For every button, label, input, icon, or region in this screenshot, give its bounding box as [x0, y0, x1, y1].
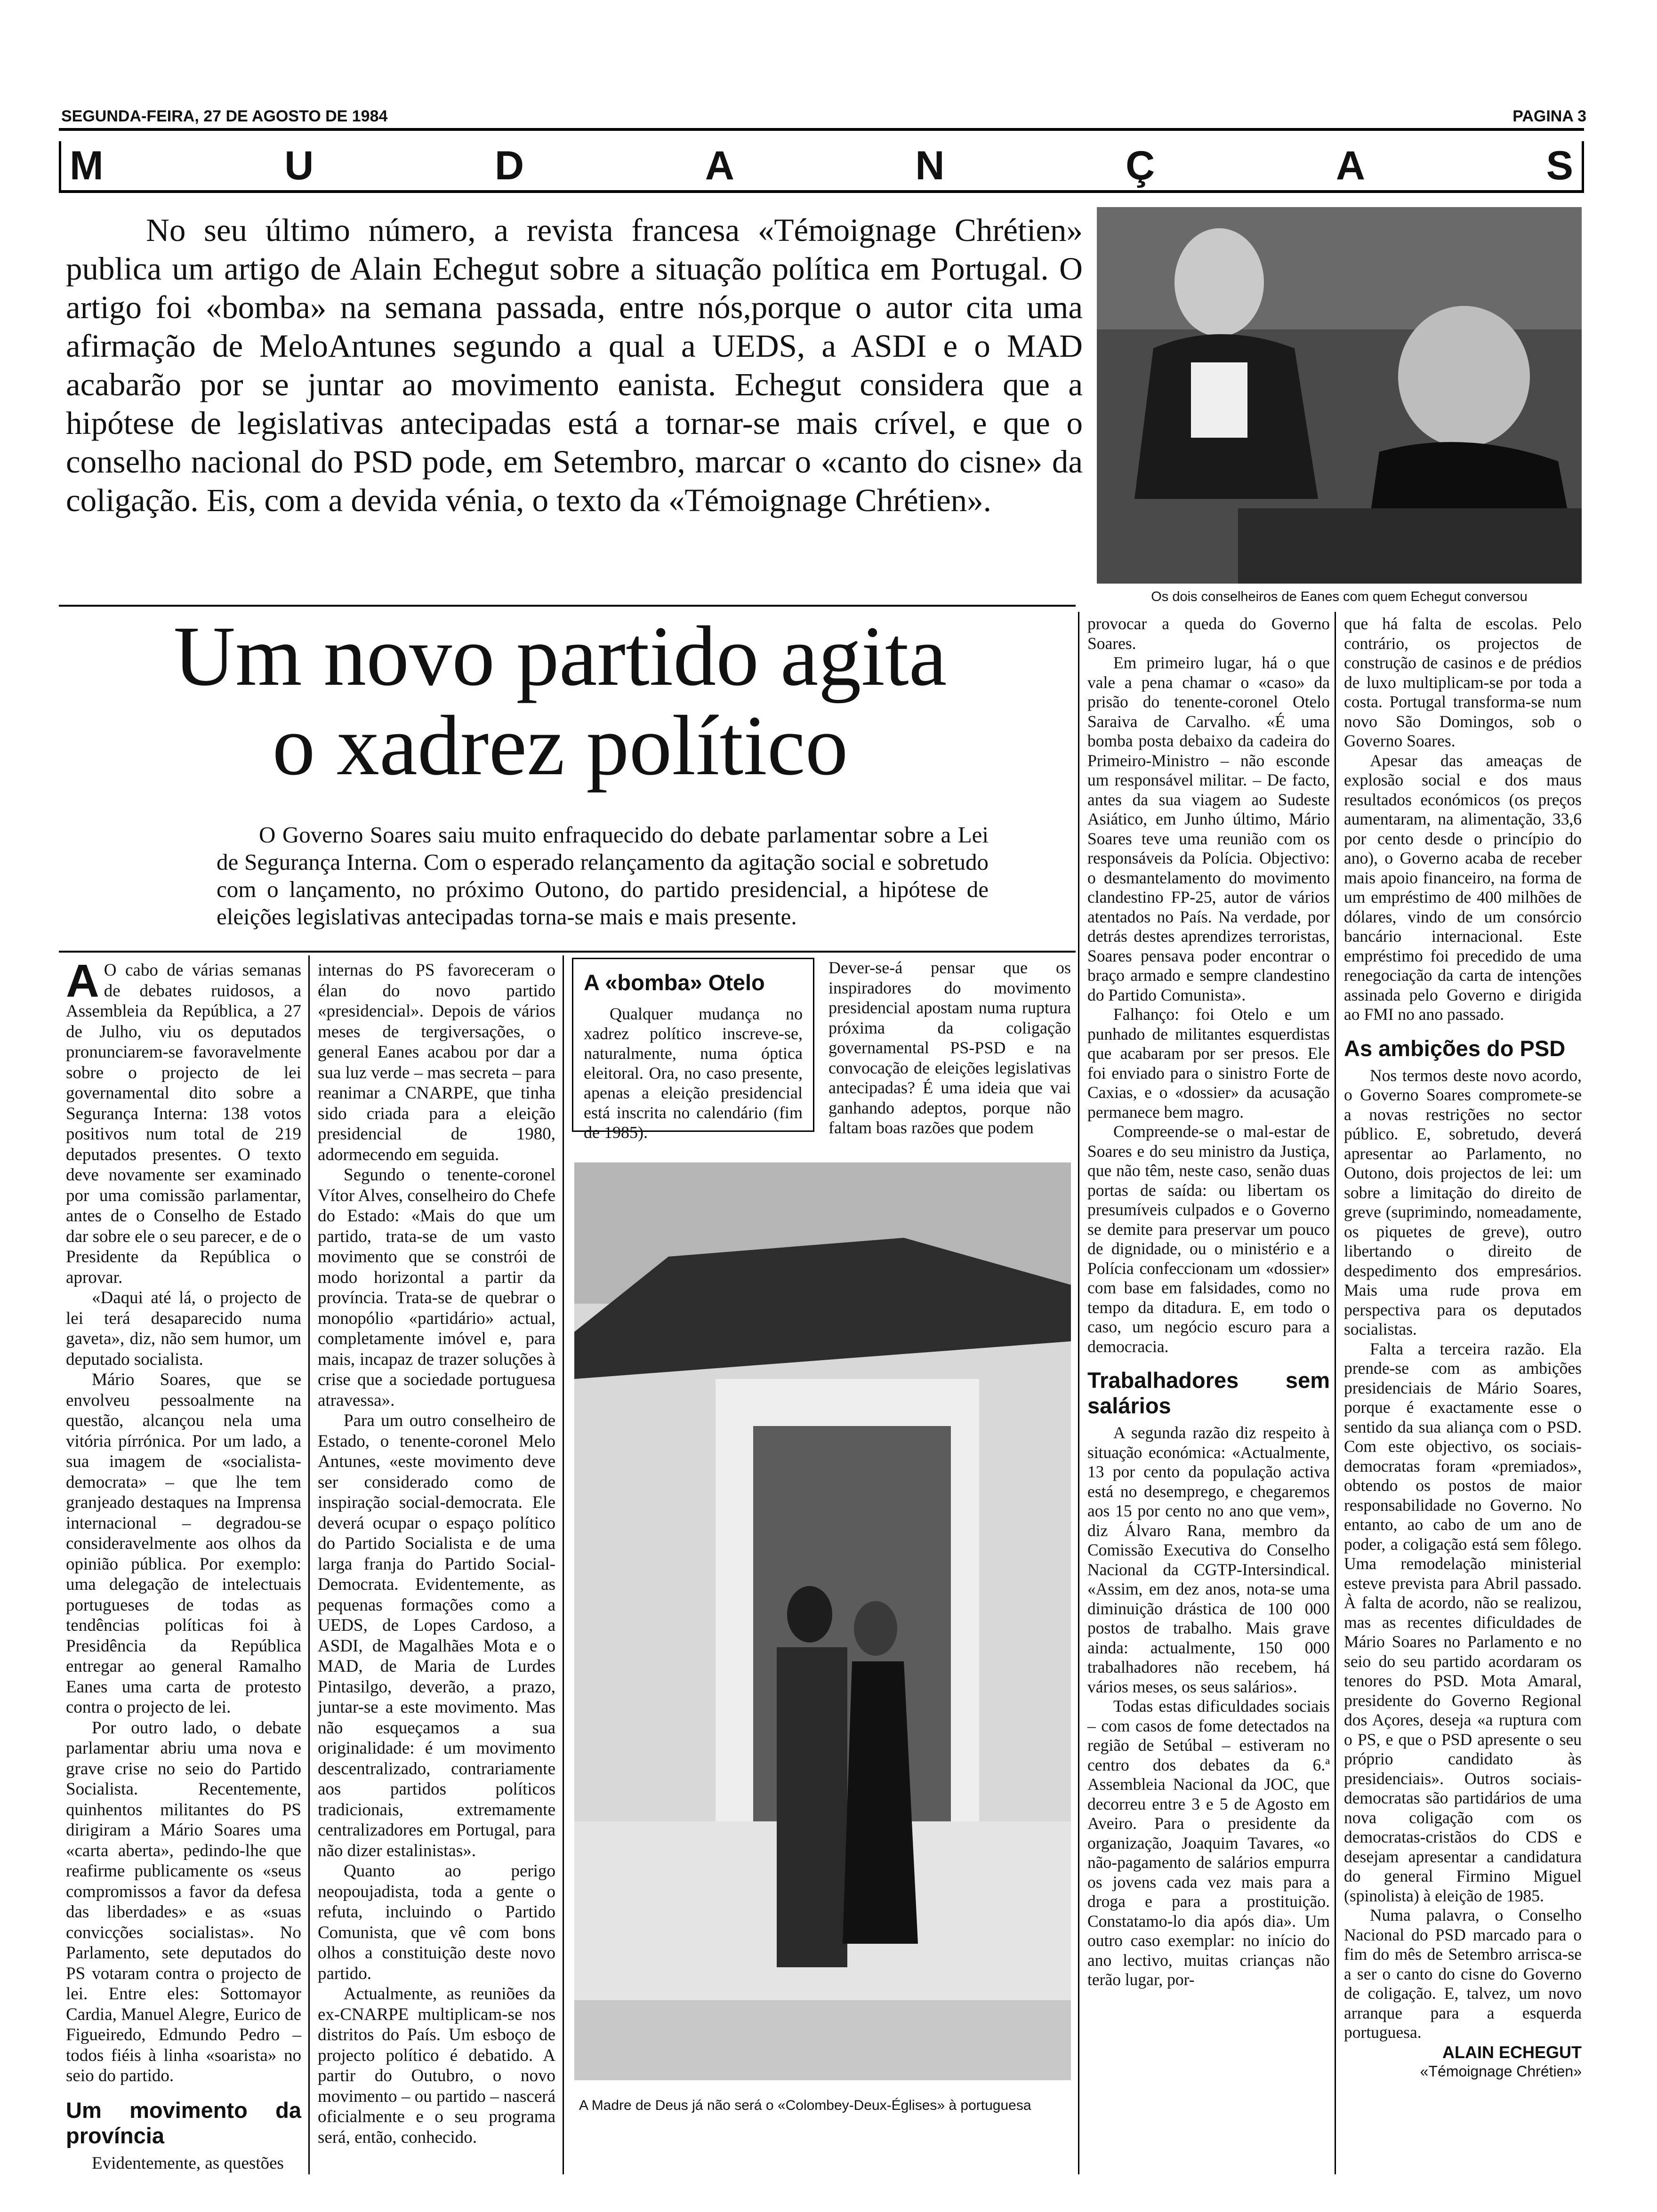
source-credit: «Témoignage Chrétien»	[1420, 2063, 1582, 2080]
paragraph: Actualmente, as reuniões da ex-CNARPE multiplicam-se nos distritos do País. Um esboço de projecto político é debatido. A partir do Outubro, o novo movimento – ou partido – nascerá oficialmente e o seu programa será, então, conhecido.	[318, 1984, 555, 2147]
banner-letter: Ç	[1126, 143, 1155, 188]
section-banner	[59, 141, 1584, 193]
paragraph: Nos termos deste novo acordo, o Governo Soares compromete-se a novas restrições no sector público. E, sobretudo, deverá apresentar ao Parlamento, no Outono, dois projectos de lei: um sobre a limitação do direito de greve (suprimindo, nomeadamente, os piquetes de greve), outro libertando o direito de despedimento dos empresários. Mais uma rude prova em perspectiva para os deputados socialistas.	[1344, 1066, 1582, 1338]
paragraph: Segundo o tenente-coronel Vítor Alves, conselheiro do Chefe do Estado: «Mais do que um partido, trata-se de um vasto movimento que se constrói de modo horizontal a partir da província. Trata-se de quebrar o monopólio «partidário» actual, completamente imóvel e, para mais, incapaz de trazer soluções à crise que a sociedade portuguesa atravessa».	[318, 1165, 555, 1410]
paragraph: Compreende-se o mal-estar de Soares e do seu ministro da Justiça, que não têm, neste caso, senão duas portas de saída: ou libertam os presumíveis culpados e o Governo se demite para preservar um pouco de dignidade, ou o ministério e a Polícia confeccionam um «dossier» com base em falsidades, como no tempo da ditadura. E, em todo o caso, um negócio escuro para a democracia.	[1087, 1122, 1330, 1356]
paragraph: internas do PS favoreceram o élan do novo partido «presidencial». Depois de vários meses de tergiversações, o general Eanes acabou por dar a sua luz verde – mas secreta – para reanimar a CNARPE, que tinha sido criada para a eleição presidencial de 1980, adormecendo em seguida.	[318, 961, 555, 1164]
paragraph: Por outro lado, o debate parlamentar abriu uma nova e grave crise no seio do Partido Socialista. Recentemente, quinhentos militantes do PS dirigiram a Mário Soares uma «carta aberta», pedindo-lhe que reafirme publicamente os «seus compromissos a favor da defesa das liberdades» e as «suas convicções socialistas». No Parlamento, sete deputados do PS votaram contra o projecto de lei. Entre eles: Sottomayor Cardia, Manuel Alegre, Eurico de Figueiredo, Edmundo Pedro – todos fiéis à linha «soarista» no seio do partido.	[66, 1718, 301, 2085]
dateline: SEGUNDA-FEIRA, 27 DE AGOSTO DE 1984	[61, 107, 388, 125]
banner-letter: D	[494, 143, 524, 188]
paragraph: Quanto ao perigo neopoujadista, toda a gente o refuta, incluindo o Partido Comunista, que vê com bons olhos a constituição deste novo partido.	[318, 1861, 555, 1983]
headline	[66, 609, 1054, 793]
drop-cap: A	[66, 955, 99, 1007]
couple-photo	[574, 1162, 1071, 2080]
column-2	[318, 960, 555, 2148]
column-1	[66, 955, 301, 2173]
column-5	[1344, 614, 1582, 2082]
headline-line: Um novo partido agita	[173, 609, 947, 704]
paragraph: Qualquer mudança no xadrez político inscreve-se, naturalmente, numa óptica eleitoral. Ora, no caso presente, apenas a eleição presidencial está inscrita no calendário (fim de 1985).	[584, 1004, 803, 1142]
banner-letter: A	[705, 143, 734, 188]
paragraph: Numa palavra, o Conselho Nacional do PSD marcado para o fim do mês de Setembro arrisca-se a ser o canto do cisne do Governo de coligação. E, talvez, um novo arranque para a esquerda portuguesa.	[1344, 1906, 1582, 2042]
paragraph: «Daqui até lá, o projecto de lei terá desaparecido numa gaveta», diz, não sem humor, um deputado socialista.	[66, 1288, 301, 1369]
subheading: Trabalhadores sem salários	[1087, 1368, 1330, 1418]
paragraph: Falhanço: foi Otelo e um punhado de militantes esquerdistas que acabaram por ser presos. Ele foi enviado para o sinistro Forte de Caxias, e o «dossier» da acusação permanece bem magro.	[1087, 1005, 1330, 1122]
top-photo-caption: Os dois conselheiros de Eanes com quem Echegut conversou	[1151, 589, 1528, 604]
headline-line: o xadrez político	[272, 698, 848, 793]
deck: O Governo Soares saiu muito enfraquecido do debate parlamentar sobre a Lei de Segurança Interna. Com o esperado relançamento da agitação social e sobretudo com o lançamento, no próximo Outono, do partido presidencial, a hipótese de eleições legislativas antecipadas torna-se mais e mais presente.	[217, 822, 989, 930]
banner-letter: S	[1546, 143, 1573, 188]
paragraph: Mário Soares, que se envolveu pessoalmente na questão, alcançou nela uma vitória pírrónica. Por um lado, a sua imagem de «socialista-democrata» – que lhe tem granjeado destaques na Imprensa internacional – degradou-se consideravelmente aos olhos da opinião pública. Por exemplo: uma delegação de intelectuais portugueses de todas as tendências políticas foi à Presidência da República entregar ao general Ramalho Eanes uma carta de protesto contra o projecto de lei.	[66, 1370, 301, 1717]
paragraph: A segunda razão diz respeito à situação económica: «Actualmente, 13 por cento da população activa está no desemprego, e chegaremos aos 15 por cento no ano que vem», diz Álvaro Rana, membro da Comissão Executiva do Conselho Nacional da CGTP-Intersindical. «Assim, em dez anos, nota-se uma diminuição drástica de 100 000 postos de trabalho. Mais grave ainda: actualmente, 150 000 trabalhadores não recebem, há vários meses, os seus salários».	[1087, 1423, 1330, 1696]
column-rule	[563, 955, 564, 2174]
lead-paragraph: No seu último número, a revista francesa «Témoignage Chrétien» publica um artigo de Alain Echegut sobre a situação política em Portugal. O artigo foi «bomba» na semana passada, entre nós,porque o autor cita uma afirmação de MeloAntunes segundo a qual a UEDS, a ASDI e o MAD acabarão por se juntar ao movimento eanista. Echegut considera que a hipótese de legislativas antecipadas está a tornar-se mais crível, e que o conselho nacional do PSD pode, em Setembro, marcar o «canto do cisne» da coligação. Eis, com a devida vénia, o texto da «Témoignage Chrétien».	[66, 212, 1083, 518]
headline-rule	[59, 605, 1076, 607]
column-4	[1087, 614, 1330, 1990]
author-signature: ALAIN ECHEGUT	[1442, 2042, 1582, 2062]
paragraph: Apesar das ameaças de explosão social e dos maus resultados económicos (os preços aumentaram, na alimentação, 33,6 por cento desde o princípio do ano), o Governo acaba de receber mais apoio financeiro, na forma de um empréstimo de 400 milhões de dólares, vindo de um consórcio bancário internacional. Este empréstimo foi precedido de uma renegociação da carta de intenções assinada pelo Governo e dirigida ao FMI no ano passado.	[1344, 751, 1582, 1024]
paragraph: Evidentemente, as questões	[92, 2153, 284, 2173]
paragraph: O cabo de várias semanas de debates ruidosos, a Assembleia da República, a 27 de Julho, viu os deputados pronunciarem-se favoravelmente sobre o projecto de lei governamental dito sobre a Segurança Interna: 138 votos positivos num total de 219 deputados presentes. O texto deve novamente ser examinado por uma comissão parlamentar, antes de o Conselho de Estado dar sobre ele o seu parecer, e de o Presidente da República o aprovar.	[66, 961, 301, 1287]
box-title: A «bomba» Otelo	[584, 970, 765, 995]
column-rule	[1078, 612, 1079, 2174]
column-rule	[308, 955, 310, 2174]
paragraph: Para um outro conselheiro de Estado, o tenente-coronel Melo Antunes, «este movimento deve ser considerado como de inspiração social-democrata. Ele deverá ocupar o espaço político do Partido Socialista e de uma larga franja do Partido Social-Democrata. Evidentemente, as pequenas formações como a UEDS, de Lopes Cardoso, a ASDI, de Magalhães Mota e o MAD, de Maria de Lurdes Pintasilgo, deverão, a prazo, juntar-se a este movimento. Mas não esqueçamos a sua originalidade: é um movimento descentralizado, contrariamente aos partidos políticos tradicionais, extremamente centralizadores em Portugal, para não dizer estalinistas».	[318, 1411, 555, 1860]
subheading: Um movimento da província	[66, 2097, 301, 2148]
column-rule	[1335, 612, 1336, 2174]
banner-letter: U	[284, 143, 314, 188]
banner-letter: N	[915, 143, 945, 188]
banner-letter: A	[1335, 143, 1365, 188]
paragraph: provocar a queda do Governo Soares.	[1087, 614, 1330, 653]
page-number: PAGINA 3	[1512, 107, 1586, 125]
paragraph: Em primeiro lugar, há o que vale a pena chamar o «caso» da prisão do tenente-coronel Otelo Saraiva de Carvalho. «É uma bomba posta debaixo da cadeira do Primeiro-Ministro – não esconde um responsável militar. – De facto, antes da sua viagem ao Sudeste Asiático, em Junho último, Mário Soares teve uma reunião com os responsáveis da Polícia. Objectivo: o desmantelamento do movimento clandestino FP-25, autor de vários atentados no País. Na verdade, por detrás destes aprendizes terroristas, Soares pensava poder encontrar o braço armado e sempre clandestino do Partido Comunista».	[1087, 653, 1330, 1004]
paragraph: que há falta de escolas. Pelo contrário, os projectos de construção de casinos e de prédios de luxo multiplicam-se por toda a costa. Portugal transforma-se num novo São Domingos, sob o Governo Soares.	[1344, 614, 1582, 750]
paragraph: Todas estas dificuldades sociais – com casos de fome detectados na região de Setúbal – estiveram no centro dos debates da 6.ª Assembleia Nacional da JOC, que decorreu entre 3 e 5 de Agosto em Aveiro. Para o presidente da organização, Joaquim Tavares, «o não-pagamento de salários empurra os jovens cada vez mais para a droga e para a prostituição. Constatamo-lo dia após dia». Um outro caso exemplar: no início do ano lectivo, muitas crianças não terão lugar, por-	[1087, 1697, 1330, 1989]
body-rule	[59, 951, 1076, 953]
couple-photo-caption: A Madre de Deus já não será o «Colombey-Deux-Églises» à portuguesa	[579, 2098, 1031, 2113]
column-3-top	[828, 958, 1071, 1138]
header-rule	[59, 128, 1584, 131]
paragraph: Falta a terceira razão. Ela prende-se com as ambições presidenciais de Mário Soares, porque é exactamente esse o sentido da sua aliança com o PSD. Com este objectivo, os sociais-democratas foram «premiados», obtendo os postos de maior responsabilidade no Governo. No entanto, ao cabo de um ano de poder, a coligação está sem fôlego. Uma remodelação ministerial esteve prevista para Abril passado. À falta de acordo, não se realizou, mas as recentes dificuldades de Mário Soares no Parlamento e no seio do seu partido acordaram os tenores do PSD. Mota Amaral, presidente do Governo Regional dos Açores, deseja «a ruptura com o PS, e que o PSD apresente o seu próprio candidato às presidenciais». Outros sociais-democratas são partidários de uma nova coligação com os democratas-cristãos do CDS e desejam apresentar a candidatura do general Firmino Miguel (spinolista) à eleição de 1985.	[1344, 1339, 1582, 1905]
subheading: As ambições do PSD	[1344, 1035, 1566, 1061]
banner-letter: M	[70, 143, 104, 188]
paragraph: Dever-se-á pensar que os inspiradores do movimento presidencial apostam numa ruptura próxima da coligação governamental PS-PSD e na convocação de eleições legislativas antecipadas? É uma ideia que vai ganhando adeptos, porque não faltam boas razões que podem	[828, 958, 1071, 1137]
top-photo	[1097, 207, 1582, 584]
sidebar-box	[572, 958, 814, 1142]
